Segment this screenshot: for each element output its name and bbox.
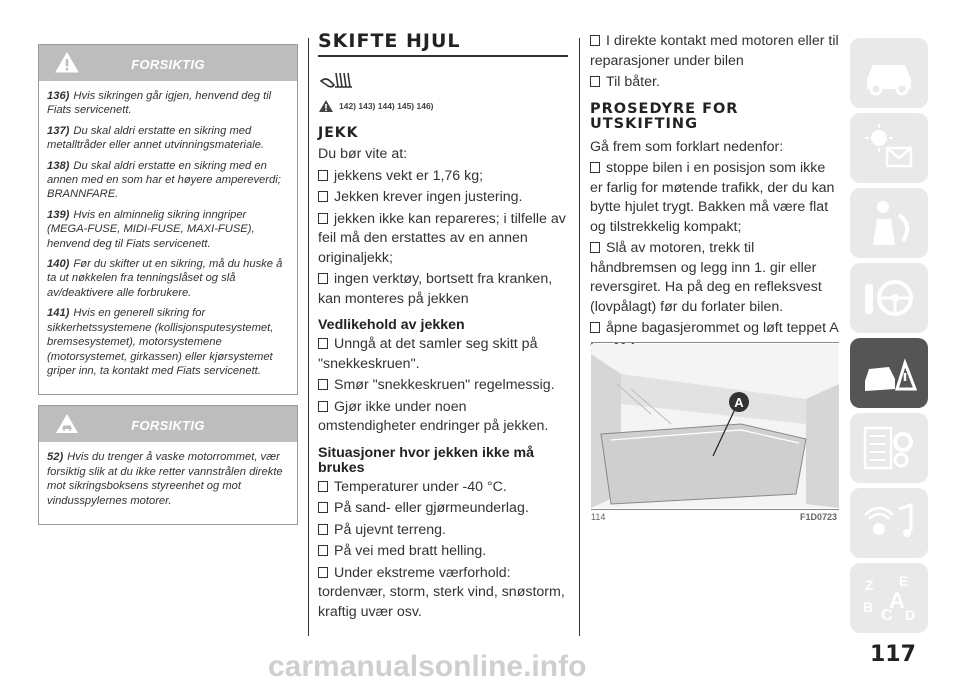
procedure-section	[590, 30, 840, 358]
checkbox-bullet-icon	[590, 76, 600, 87]
list-item: jekken ikke kan repareres; i tilfelle av feil må den erstattes av en annen originaljekk;	[318, 210, 566, 266]
chapter-tab-driving[interactable]	[850, 263, 928, 333]
warnings-column	[38, 44, 298, 525]
checkbox-bullet-icon	[318, 545, 328, 556]
situations-heading: Situasjoner hvor jekken ikke må brukes	[318, 444, 535, 476]
chapter-tab-emergency[interactable]	[850, 338, 928, 408]
warning-lights-icon	[859, 120, 919, 176]
breakdown-car-icon	[859, 345, 919, 401]
jack-section	[318, 30, 568, 622]
warning-body	[39, 81, 297, 394]
list-item: Smør "snekkeskruen" regelmessig.	[318, 376, 568, 396]
seatbelt-icon	[859, 195, 919, 251]
list-item: ingen verktøy, bortsett fra kranken, kan monteres på jekken	[318, 271, 553, 307]
column-divider	[579, 38, 580, 636]
checkbox-bullet-icon	[318, 401, 328, 412]
figure-code: F1D0723	[799, 512, 837, 522]
checkbox-bullet-icon	[318, 191, 328, 202]
checkbox-bullet-icon	[590, 322, 600, 333]
warning-box-1	[38, 44, 298, 395]
chapter-tab-safety[interactable]	[850, 188, 928, 258]
intro-text: Du bør vite at:	[318, 146, 408, 162]
column-divider	[308, 38, 309, 636]
list-item: På vei med bratt helling.	[318, 542, 568, 562]
checkbox-bullet-icon	[318, 502, 328, 513]
maintenance-heading: Vedlikehold av jekken	[318, 317, 465, 333]
watermark: carmanualsonline.info	[268, 650, 587, 678]
checkbox-bullet-icon	[318, 379, 328, 390]
steering-wheel-icon	[859, 270, 919, 326]
figure-top-rule	[591, 342, 839, 343]
section-title: SKIFTE HJUL	[318, 30, 568, 57]
warning-body	[39, 442, 297, 524]
warning-box-2	[38, 405, 298, 525]
warning-item: 139) Hvis en alminnelig sikring inngriper (MEGA-FUSE, MIDI-FUSE, MAXI-FUSE), henvend deg til Fiats servicenett.	[47, 208, 255, 250]
index-letters-icon	[859, 570, 919, 626]
checkbox-bullet-icon	[590, 35, 600, 46]
svg-text:A: A	[889, 588, 905, 613]
warning-item: 137) Du skal aldri erstatte en sikring med metalltråder eller annet utvinningsmateriale.	[47, 124, 265, 152]
multimedia-icon	[859, 495, 919, 551]
figure-callout-label: A	[734, 395, 744, 410]
figure-number: 114	[591, 512, 606, 522]
warning-item: 138) Du skal aldri erstatte en sikring med en annen med en som har et høyere ampereverdi; BRANNFARE.	[47, 159, 281, 201]
page-number: 117	[870, 642, 916, 667]
warning-header	[39, 406, 297, 442]
checkbox-bullet-icon	[318, 567, 328, 578]
list-item: Unngå at det samler seg skitt på "snekkeskruen".	[318, 336, 538, 372]
list-item: Temperaturer under -40 °C.	[318, 478, 568, 498]
warning-header	[39, 45, 297, 81]
warning-item: 140) Før du skifter ut en sikring, må du huske å ta ut nøkkelen fra tenningslåset og slå av/deaktivere alle forbrukere.	[47, 258, 283, 299]
list-item: I direkte kontakt med motoren eller til reparasjoner under bilen	[590, 33, 839, 69]
chapter-tab-vehicle[interactable]	[850, 38, 928, 108]
trunk-carpet-figure	[591, 344, 839, 508]
checkbox-bullet-icon	[318, 213, 328, 224]
reference-line	[318, 99, 568, 113]
warning-item: 52) Hvis du trenger å vaske motorrommet, vær forsiktig slik at du ikke retter vannstrålen direkte mot sikringsboksens styreenhet og mot vindusspylernes motorer.	[47, 451, 283, 507]
list-item: stoppe bilen i en posisjon som ikke er farlig for møtende trafikk, der du kan bytte hjulet trygt. Bakken må være flat og tilstrekkelig kompakt;	[590, 160, 835, 235]
procedure-intro: Gå frem som forklart nedenfor:	[590, 138, 784, 155]
checkbox-bullet-icon	[318, 273, 328, 284]
checkbox-bullet-icon	[590, 242, 600, 253]
maintenance-gears-icon	[859, 420, 919, 476]
reference-numbers: 142) 143) 144) 145) 146)	[339, 101, 434, 111]
svg-text:C: C	[881, 607, 893, 624]
warning-item: 136) Hvis sikringen går igjen, henvend deg til Fiats servicenett.	[47, 90, 272, 117]
warning-title: FORSIKTIG	[131, 418, 205, 434]
svg-text:B: B	[863, 599, 874, 615]
warning-title: FORSIKTIG	[131, 57, 205, 72]
chapter-tab-maintenance[interactable]	[850, 413, 928, 483]
jack-heading: JEKK	[318, 125, 359, 141]
list-item: På sand- eller gjørmeunderlag.	[318, 499, 568, 519]
list-item: Jekken krever ingen justering.	[318, 188, 568, 208]
chapter-tab-multimedia[interactable]	[850, 488, 928, 558]
checkbox-bullet-icon	[318, 481, 328, 492]
tool-icon	[318, 67, 360, 93]
car-icon	[859, 45, 919, 101]
chapter-tab-lights[interactable]	[850, 113, 928, 183]
list-item: Slå av motoren, trekk til håndbremsen og legg inn 1. gir eller reversgiret. Ha på deg en refleksvest (lovpålagt) før du forlater bilen.	[590, 240, 822, 315]
list-item: jekkens vekt er 1,76 kg;	[318, 167, 568, 187]
checkbox-bullet-icon	[318, 524, 328, 535]
checkbox-bullet-icon	[318, 170, 328, 181]
list-item: Gjør ikke under noen omstendigheter endringer på jekken.	[318, 398, 549, 434]
chapter-sidebar	[850, 38, 928, 638]
checkbox-bullet-icon	[318, 338, 328, 349]
procedure-heading: PROSEDYRE FOR UTSKIFTING	[590, 100, 739, 132]
list-item: åpne bagasjerommet og løft teppet A	[590, 319, 840, 358]
chapter-tab-index[interactable]	[850, 563, 928, 633]
svg-text:Z: Z	[865, 577, 874, 593]
list-item: På ujevnt terreng.	[318, 521, 568, 541]
warning-item: 141) Hvis en generell sikring for sikkerhetssystemene (kollisjonsputesystemet, bremsesystemet), motorsystemene (motorsystemet, girkassen) eller kjørsystemet griper inn, ta kontakt med Fiats servicenett.	[47, 307, 274, 377]
list-item: Under ekstreme værforhold: tordenvær, storm, sterk vind, snøstorm, kraftig uvær osv.	[318, 564, 565, 620]
svg-text:D: D	[905, 607, 916, 623]
figure-bottom-rule	[591, 509, 839, 510]
checkbox-bullet-icon	[590, 162, 600, 173]
list-item: Til båter.	[590, 73, 840, 93]
warning-triangle-icon	[318, 99, 334, 113]
svg-text:E: E	[899, 573, 909, 589]
